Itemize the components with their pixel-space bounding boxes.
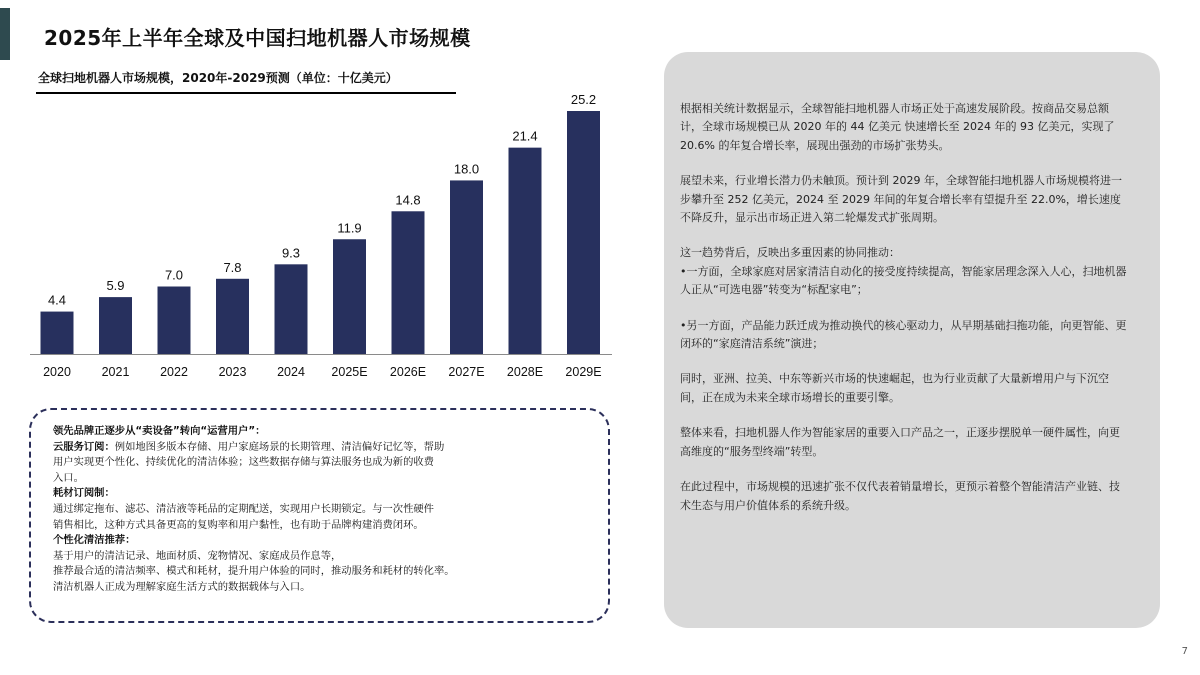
bar-2023 [216,279,249,354]
x-tick-label-2028E: 2028E [506,365,544,379]
data-label-2029E: 25.2 [570,92,597,107]
x-tick-label-2020: 2020 [43,365,71,379]
data-label-2027E: 18.0 [453,161,480,177]
section-text: 清洁机器人正成为理解家庭生活方式的数据载体与入口。 [53,580,311,593]
x-tick-label-2023: 2023 [218,365,247,379]
bar-2021 [99,297,132,354]
box-heading: 领先品牌正逐步从“卖设备”转向“运营用户”： [53,425,266,437]
section-text: 基于用户的清洁记录、地面材质、宠物情况、家庭成员作息等， [53,549,342,562]
x-tick-label-2022: 2022 [160,365,188,379]
data-label-2024: 9.3 [281,245,301,261]
section-text: 入口。 [53,471,84,484]
analysis-paragraph: 这一趋势背后，反映出多重因素的协同推动： [680,246,900,260]
section-text: 例如地图多版本存储、用户家庭场景的长期管理、清洁偏好记忆等，帮助 [114,440,445,453]
bar-2020 [41,312,74,354]
x-tick-label-2025E: 2025E [331,365,368,379]
x-tick-label-2021: 2021 [101,365,130,379]
analysis-paragraph: •另一方面，产品能力跃迁成为推动换代的核心驱动力，从早期基础扫拖功能，向更智能、更闭环的“家庭清洁系统”演进； [680,318,1127,351]
section-title-recommendation: 个性化清洁推荐： [53,534,136,547]
bar-2024 [275,264,308,354]
section-text: 销售相比，这种方式具备更高的复购率和用户黏性，也有助于品牌构建消费闭环。 [53,518,424,531]
data-label-2021: 5.9 [106,278,125,294]
section-text: 用户实现更个性化、持续优化的清洁体验；这些数据存储与算法服务也成为新的收费 [53,456,434,469]
bar-2025E [333,239,366,354]
page-title: 2025年上半年全球及中国扫地机器人市场规模 [44,26,471,50]
analysis-panel [664,52,1160,628]
analysis-paragraph: •一方面，全球家庭对居家清洁自动化的接受度持续提高，智能家居理念深入人心，扫地机器人正从“可选电器”转变为“标配家电”； [680,264,1127,297]
x-tick-label-2024: 2024 [277,365,305,379]
bar-2028E [509,148,542,354]
section-title-cloud: 云服务订阅： [53,440,115,453]
data-label-2022: 7.0 [164,267,184,283]
analysis-paragraph: 在此过程中，市场规模的迅速扩张不仅代表着销量增长，更预示着整个智能清洁产业链、技术生态与用户价值体系的系统升级。 [680,480,1120,512]
data-label-2023: 7.8 [223,259,242,275]
data-label-2020: 4.4 [47,292,67,308]
x-tick-label-2029E: 2029E [565,365,602,379]
page-number: 7 [1181,646,1188,657]
section-text: 推荐最合适的清洁频率、模式和耗材，提升用户体验的同时，推动服务和耗材的转化率。 [53,565,455,578]
section-title-consumables: 耗材订阅制： [53,487,115,500]
analysis-paragraph: 展望未来，行业增长潜力仍未触顶。预计到 2029 年，全球智能扫地机器人市场规模将进一步攀升至 252 亿美元，2024 至 2029 年间的年复合增长率有望提升至 22.0%，增长速度不降反升，显示出市场正进入第二轮爆发式扩张周期。 [680,174,1122,225]
data-label-2025E: 11.9 [337,220,362,236]
data-label-2028E: 21.4 [512,128,538,144]
chart-title: 全球扫地机器人市场规模，2020年-2029预测（单位：十亿美元） [38,71,398,85]
analysis-paragraph: 根据相关统计数据显示，全球智能扫地机器人市场正处于高速发展阶段。按商品交易总额计，全球市场规模已从 2020 年的 44 亿美元 快速增长至 2024 年的 93 亿美元，实现了 20.6% 的年复合增长率，展现出强劲的市场扩张势头。 [680,102,1115,152]
bar-2026E [392,211,425,354]
x-tick-label-2027E: 2027E [448,365,485,379]
box-section-cloud [53,440,578,456]
bar-2022 [158,287,191,355]
section-text: 通过绑定拖布、滤芯、清洁液等耗品的定期配送，实现用户长期锁定。与一次性硬件 [53,502,434,515]
user-operation-box [29,408,610,623]
analysis-paragraph: 整体来看，扫地机器人作为智能家居的重要入口产品之一，正逐步摆脱单一硬件属性，向更高维度的“服务型终端”转型。 [680,426,1120,458]
analysis-paragraph: 同时，亚洲、拉美、中东等新兴市场的快速崛起，也为行业贡献了大量新增用户与下沉空间，正在成为未来全球市场增长的重要引擎。 [680,372,1109,404]
data-label-2026E: 14.8 [395,192,421,208]
bar-2027E [450,180,483,354]
bar-2029E [567,111,600,354]
x-tick-label-2026E: 2026E [389,365,427,379]
